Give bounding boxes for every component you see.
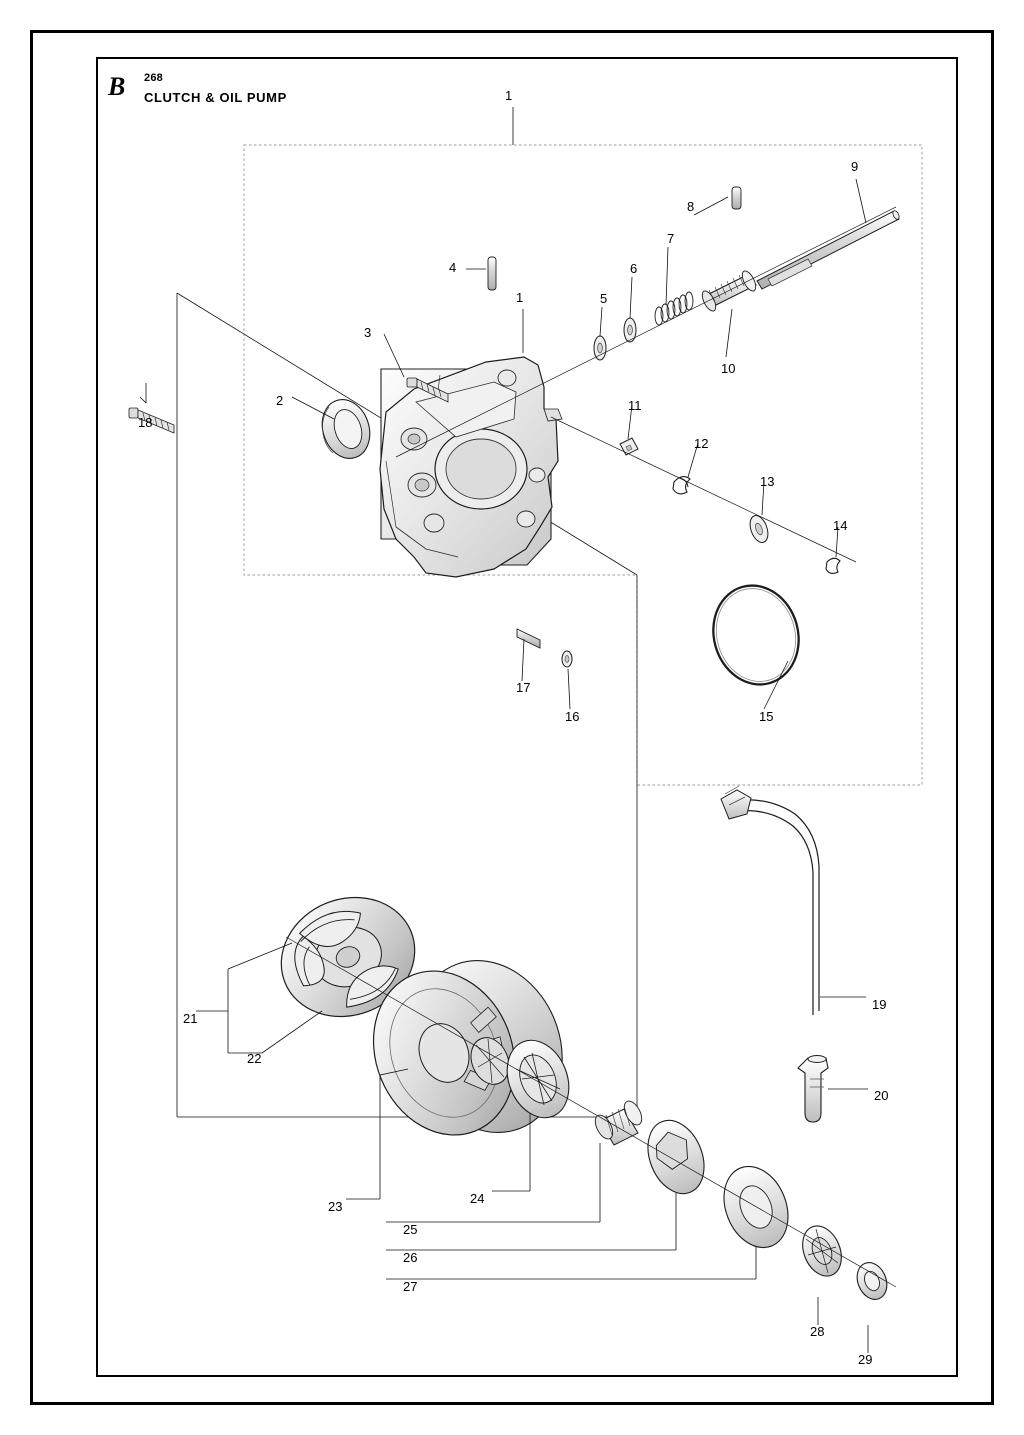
callout-2: 2 xyxy=(276,393,284,408)
callout-13: 13 xyxy=(760,474,775,489)
diagram-svg xyxy=(96,57,958,1377)
spline-plate-part-26 xyxy=(638,1112,715,1202)
callout-3: 3 xyxy=(364,325,372,340)
washer-part-5 xyxy=(594,336,606,360)
worm-gear-part-10 xyxy=(700,269,759,313)
oil-seal-part-2 xyxy=(315,393,377,464)
callout-17: 17 xyxy=(516,680,531,695)
section-letter: B xyxy=(108,72,126,101)
page-title: CLUTCH & OIL PUMP xyxy=(144,90,287,105)
spring-part-7 xyxy=(655,292,693,325)
callout-18: 18 xyxy=(138,415,153,430)
rim-sprocket-part-28 xyxy=(796,1220,849,1282)
callout-16: 16 xyxy=(565,709,580,724)
washer-part-6 xyxy=(624,318,636,342)
callout-26: 26 xyxy=(403,1250,418,1265)
callout-19: 19 xyxy=(872,997,887,1012)
callout-1a: 1 xyxy=(505,88,513,103)
callout-27: 27 xyxy=(403,1279,418,1294)
callout-1b: 1 xyxy=(516,290,524,305)
assembly-boundary-dotted xyxy=(244,145,922,785)
square-washer-part-11 xyxy=(620,438,638,455)
callout-6: 6 xyxy=(630,261,638,276)
callout-24: 24 xyxy=(470,1191,485,1206)
callout-10: 10 xyxy=(721,361,736,376)
callout-15: 15 xyxy=(759,709,774,724)
model-number: 268 xyxy=(144,72,163,84)
callout-22: 22 xyxy=(247,1051,262,1066)
callout-23: 23 xyxy=(328,1199,343,1214)
pin-part-4 xyxy=(488,257,496,290)
callout-11: 11 xyxy=(628,398,642,413)
callout-29: 29 xyxy=(858,1352,873,1367)
callout-7: 7 xyxy=(667,231,675,246)
pin-part-8 xyxy=(732,187,741,209)
shaft-part-9 xyxy=(757,210,900,289)
leader-lines xyxy=(140,107,868,1353)
crankcase-body xyxy=(380,357,562,577)
callout-21: 21 xyxy=(183,1011,198,1026)
washer-part-13 xyxy=(747,513,772,545)
callout-9: 9 xyxy=(851,159,859,174)
e-clip-part-14 xyxy=(826,558,840,573)
oil-pickup-part-20 xyxy=(798,1056,828,1123)
callout-8: 8 xyxy=(687,199,695,214)
callout-4: 4 xyxy=(449,260,457,275)
callout-25: 25 xyxy=(403,1222,418,1237)
callout-14: 14 xyxy=(833,518,848,533)
oil-hose-part-19 xyxy=(721,786,819,1058)
exploded-view-drawing xyxy=(96,57,958,1377)
washer-part-16 xyxy=(562,651,572,667)
callout-20: 20 xyxy=(874,1088,889,1103)
pin-part-17 xyxy=(517,629,540,648)
callout-28: 28 xyxy=(810,1324,825,1339)
o-ring-part-15 xyxy=(702,575,810,694)
callout-5: 5 xyxy=(600,291,608,306)
callout-12: 12 xyxy=(694,436,709,451)
